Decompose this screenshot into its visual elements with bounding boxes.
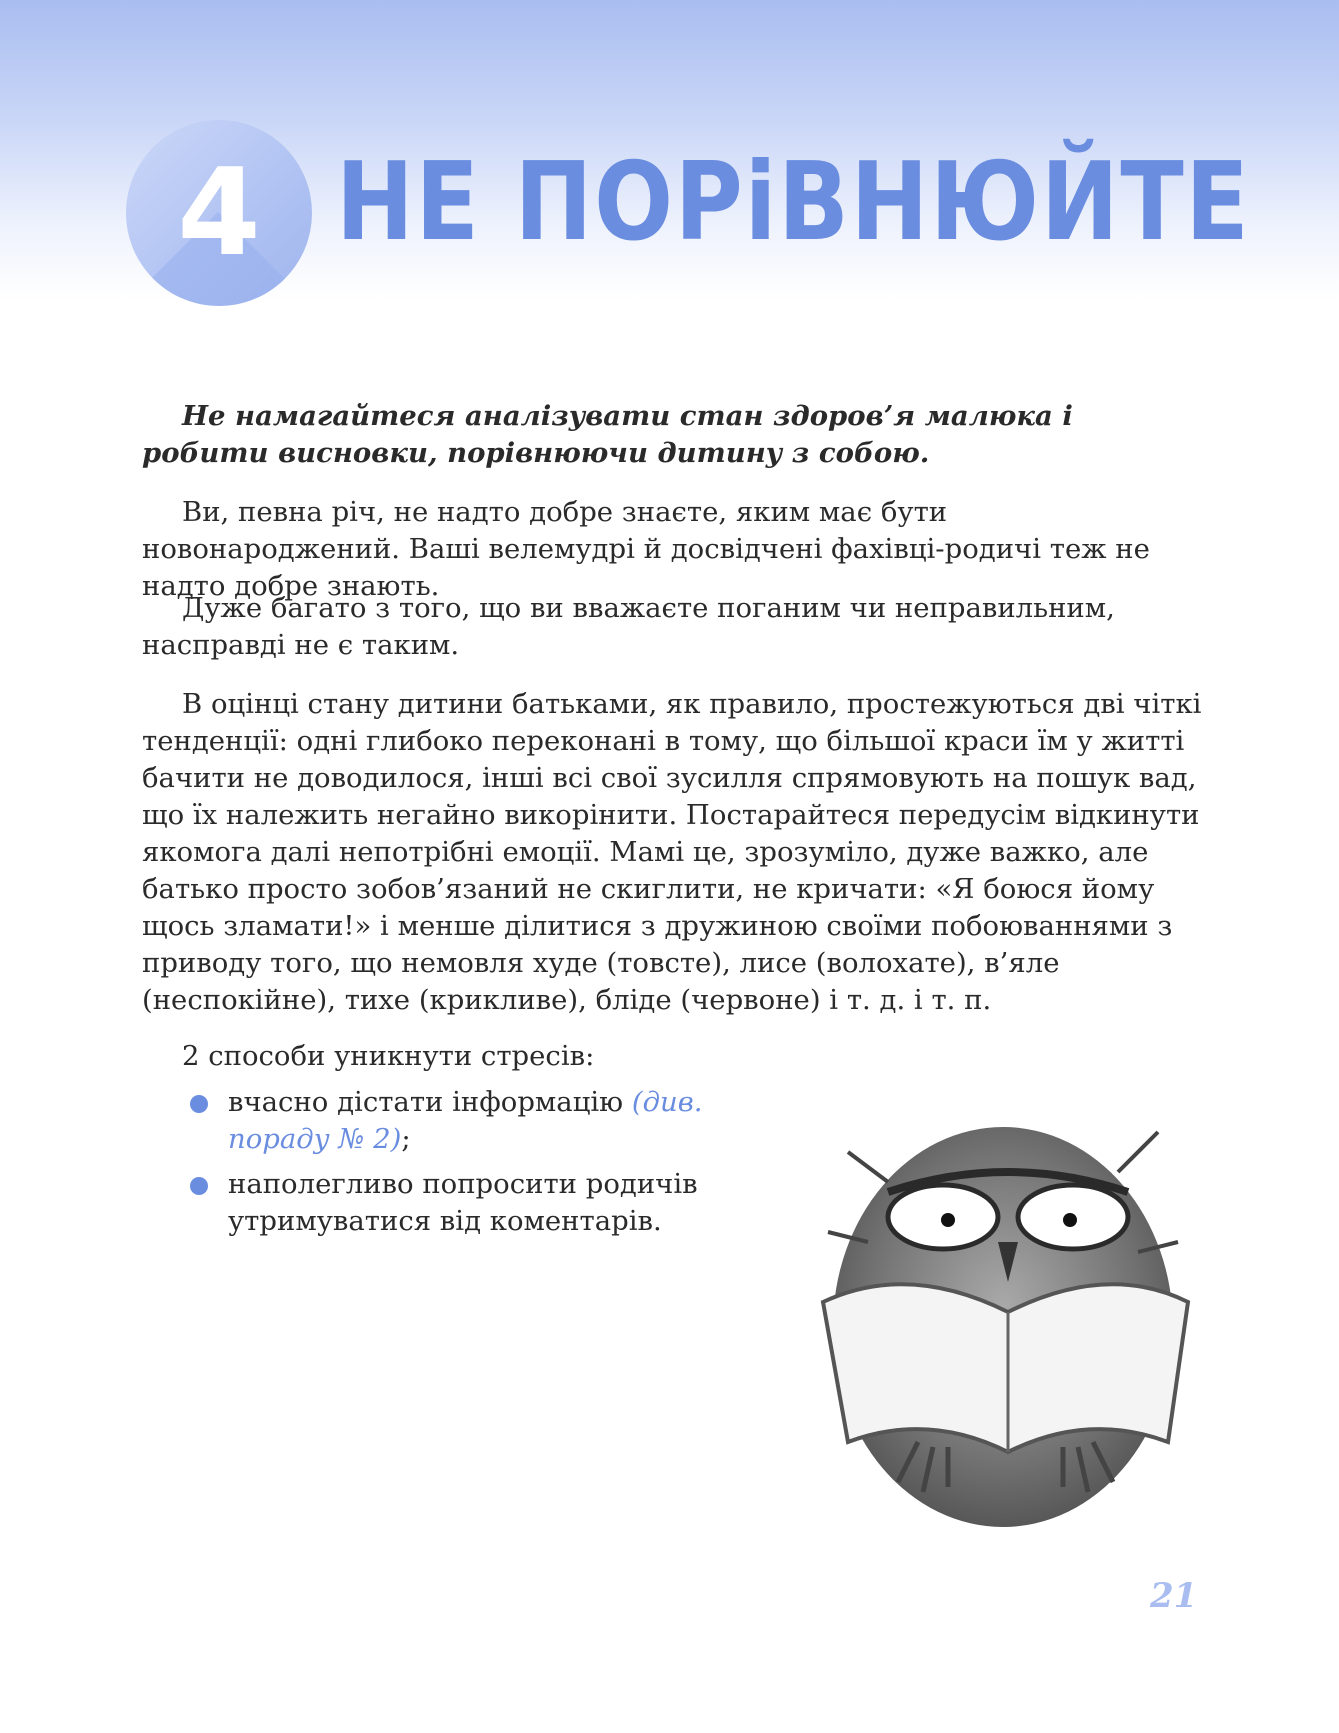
list-item-tail: ; (401, 1123, 411, 1155)
page-number: 21 (1150, 1576, 1198, 1616)
lead-paragraph: Не намагайтеся аналізувати стан здоров’я малюка і робити висновки, порівнюючи дитину з собою. (142, 400, 1073, 469)
stress-tips-list (186, 1084, 746, 1248)
list-item (186, 1084, 746, 1158)
list-item (186, 1166, 746, 1240)
list-item-text: наполегливо попросити родичів утримуватися від коментарів. (228, 1168, 698, 1237)
paragraph-1: Ви, певна річ, не надто добре знаєте, яким має бути новонароджений. Ваші велемудрі й досвідчені фахівці-родичі теж не надто добре знають. (142, 496, 1150, 602)
paragraph-2: Дуже багато з того, що ви вважаєте поганим чи неправильним, насправді не є таким. (142, 592, 1115, 661)
owl-reading-illustration (808, 1112, 1198, 1542)
list-item-text: вчасно дістати інформацію (228, 1086, 632, 1118)
bullet-dot-icon (190, 1095, 208, 1113)
page-title: НЕ ПОРіВНЮЙТЕ (336, 140, 1251, 265)
paragraph-3: В оцінці стану дитини батьками, як правило, простежуються дві чіткі тенденції: одні глибоко переконані в тому, що більшої краси їм у житті бачити не доводилося, інші всі свої зусилля спрямовують на пошук вад, що їх належить негайно викорінити. Постарайтеся передусім відкинути якомога далі непотрібні емоції. Мамі це, зрозуміло, дуже важко, але батько просто зобов’язаний не скиглити, не кричати: «Я боюся йому щось зламати!» і менше ділитися з дружиною своїми побоюваннями з приводу того, що немовля худе (товсте), лисе (волохате), в’яле (неспокійне), тихе (крикливе), бліде (червоне) і т. д. і т. п. (142, 688, 1202, 1016)
list-intro: 2 способи уникнути стресів: (182, 1040, 595, 1072)
bullet-dot-icon (190, 1177, 208, 1195)
tip-reference-link[interactable]: (див. пораду № 2) (228, 1086, 703, 1155)
tip-number-badge (126, 120, 312, 306)
tip-number: 4 (177, 143, 261, 283)
